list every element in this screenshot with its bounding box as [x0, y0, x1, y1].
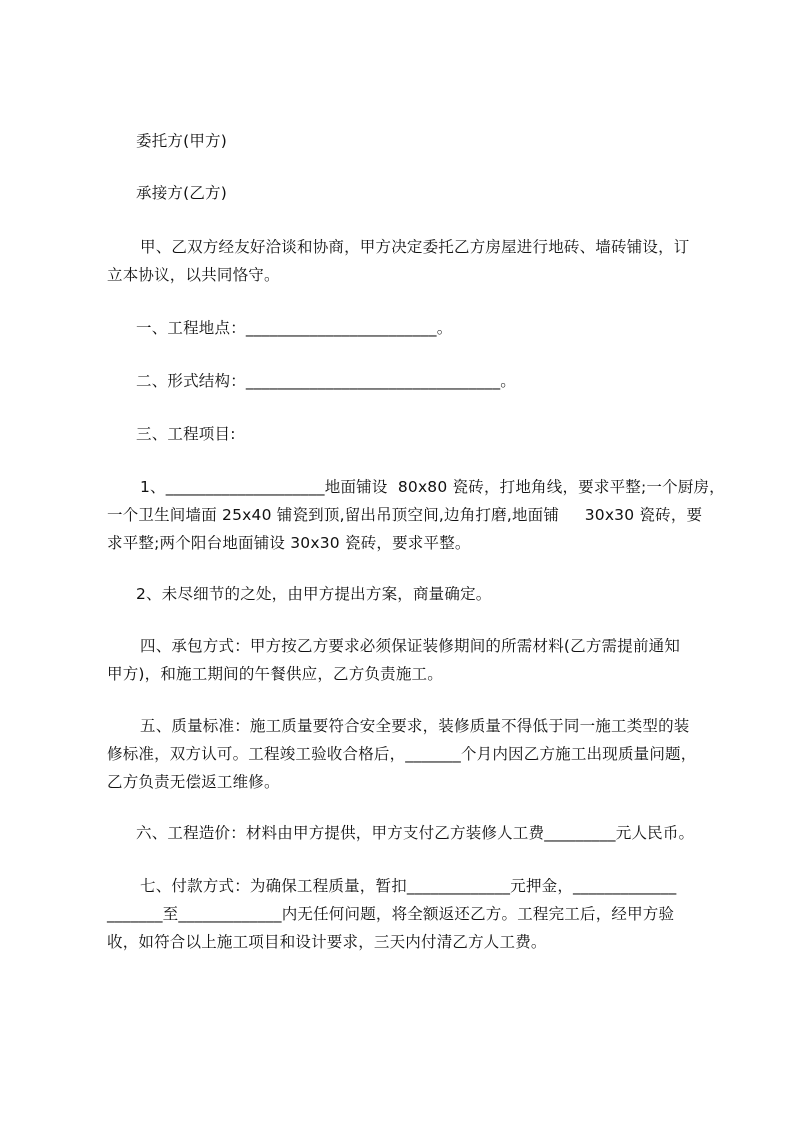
clause-2-structure: 二、形式结构：________________________________。 [136, 372, 517, 390]
item-1-line-1: 1、____________________地面铺设 80x80 瓷砖，打地角线，要求平整;一个厨房， [140, 478, 725, 496]
clause-3-items-heading: 三、工程项目: [136, 425, 236, 443]
intro-line-1: 甲、乙双方经友好洽谈和协商，甲方决定委托乙方房屋进行地砖、墙砖铺设，订 [140, 238, 690, 256]
clause-4-line-1: 四、承包方式：甲方按乙方要求必须保证装修期间的所需材料(乙方需提前通知 [140, 637, 681, 655]
clause-5-line-1: 五、质量标准：施工质量要符合安全要求，装修质量不得低于同一施工类型的装 [140, 717, 690, 735]
clause-4-line-2: 甲方)，和施工期间的午餐供应，乙方负责施工。 [107, 665, 443, 683]
clause-7-line-3: 收，如符合以上施工项目和设计要求，三天内付清乙方人工费。 [107, 933, 547, 951]
clause-6-cost: 六、工程造价：材料由甲方提供，甲方支付乙方装修人工费_________元人民币。 [136, 824, 695, 842]
clause-5-line-3: 乙方负责无偿返工维修。 [107, 773, 280, 791]
clause-7-line-2: _______至_____________内无任何问题，将全额返还乙方。工程完工后，经甲方验 [107, 905, 675, 923]
item-2: 2、未尽细节的之处，由甲方提出方案，商量确定。 [136, 585, 492, 603]
clause-5-line-2: 修标准，双方认可。工程竣工验收合格后，_______个月内因乙方施工出现质量问题， [107, 745, 697, 763]
party-b-label: 承接方(乙方) [136, 184, 227, 202]
intro-line-2: 立本协议，以共同恪守。 [107, 266, 280, 284]
item-1-line-2: 一个卫生间墙面 25x40 铺瓷到顶,留出吊顶空间,边角打磨,地面铺 30x30 瓷砖，要 [107, 506, 703, 524]
clause-1-location: 一、工程地点：________________________。 [136, 319, 453, 337]
party-a-label: 委托方(甲方) [136, 132, 227, 150]
item-1-line-3: 求平整;两个阳台地面铺设 30x30 瓷砖，要求平整。 [107, 534, 471, 552]
clause-7-line-1: 七、付款方式：为确保工程质量，暂扣_____________元押金，_____________ [140, 877, 677, 895]
